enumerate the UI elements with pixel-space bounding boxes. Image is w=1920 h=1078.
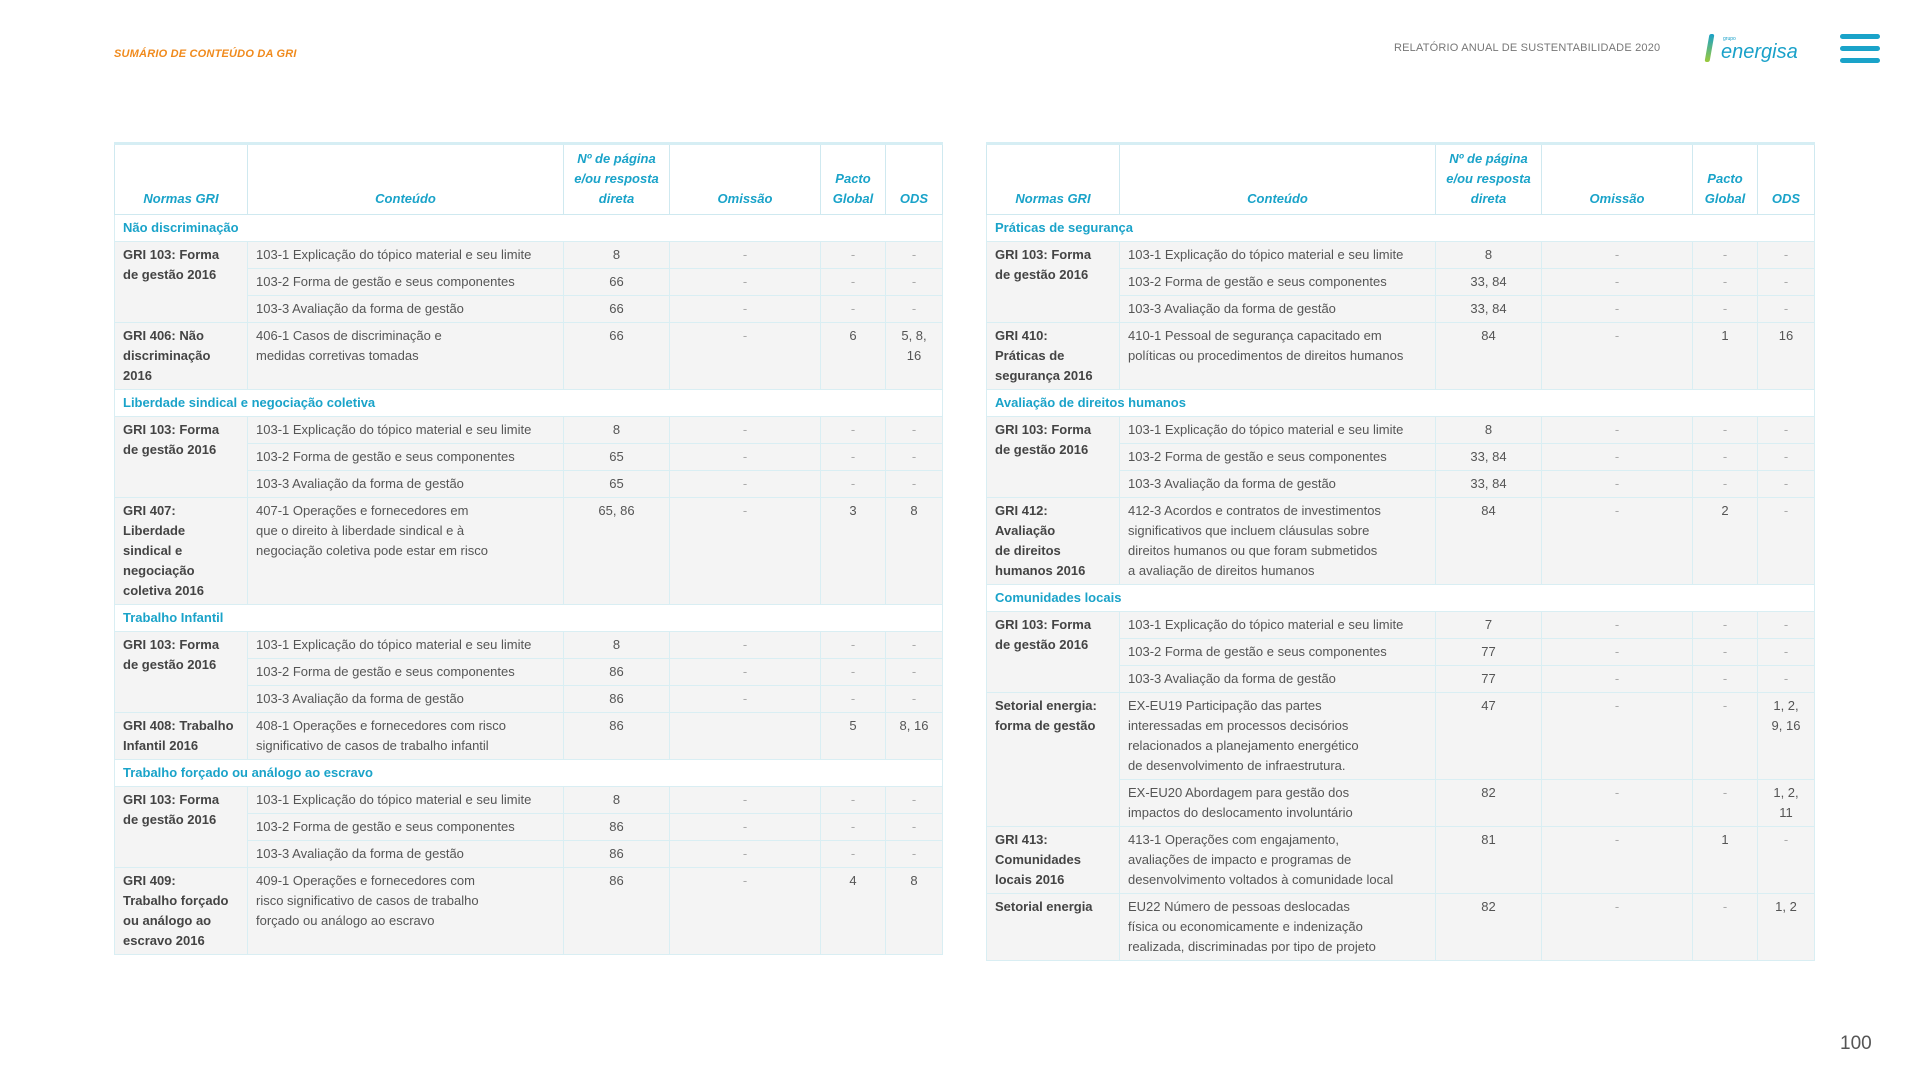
omissao-cell: - xyxy=(1542,417,1693,444)
pagina-cell: 66 xyxy=(564,323,670,390)
norma-cell: GRI 408: Trabalho Infantil 2016 xyxy=(115,713,248,760)
ods-cell: 1, 2, 11 xyxy=(1758,780,1815,827)
pagina-cell: 33, 84 xyxy=(1436,269,1542,296)
conteudo-cell: 406-1 Casos de discriminação e medidas corretivas tomadas xyxy=(248,323,564,390)
ods-cell: - xyxy=(886,632,943,659)
pacto-cell: - xyxy=(1693,242,1758,269)
omissao-cell: - xyxy=(1542,498,1693,585)
section-row xyxy=(115,390,943,417)
omissao-cell: - xyxy=(1542,612,1693,639)
ods-cell: - xyxy=(886,787,943,814)
conteudo-cell: 410-1 Pessoal de segurança capacitado em políticas ou procedimentos de direitos humanos xyxy=(1120,323,1436,390)
omissao-cell: - xyxy=(670,242,821,269)
omissao-cell: - xyxy=(670,498,821,605)
pacto-cell: 1 xyxy=(1693,827,1758,894)
norma-cell: GRI 413: Comunidades locais 2016 xyxy=(987,827,1120,894)
omissao-cell: - xyxy=(1542,894,1693,961)
section-title: Avaliação de direitos humanos xyxy=(987,390,1815,417)
header-col-pacto: Pacto Global xyxy=(821,144,886,215)
conteudo-cell: 103-2 Forma de gestão e seus componentes xyxy=(1120,444,1436,471)
conteudo-cell: 103-1 Explicação do tópico material e seu limite xyxy=(248,632,564,659)
norma-cell: GRI 412: Avaliação de direitos humanos 2016 xyxy=(987,498,1120,585)
section-title: Liberdade sindical e negociação coletiva xyxy=(115,390,943,417)
section-title: Trabalho forçado ou análogo ao escravo xyxy=(115,760,943,787)
ods-cell: - xyxy=(886,814,943,841)
section-row xyxy=(987,390,1815,417)
omissao-cell: - xyxy=(1542,242,1693,269)
ods-cell: - xyxy=(1758,269,1815,296)
pagina-cell: 33, 84 xyxy=(1436,471,1542,498)
pagina-cell: 86 xyxy=(564,686,670,713)
conteudo-cell: EX-EU20 Abordagem para gestão dos impactos do deslocamento involuntário xyxy=(1120,780,1436,827)
pacto-cell: - xyxy=(821,787,886,814)
pacto-cell: - xyxy=(1693,693,1758,780)
pagina-cell: 7 xyxy=(1436,612,1542,639)
table-row xyxy=(987,323,1815,390)
pagina-cell: 8 xyxy=(564,242,670,269)
conteudo-cell: 412-3 Acordos e contratos de investimentos significativos que incluem cláusulas sobre direitos humanos ou que foram submetidos a avaliação de direitos humanos xyxy=(1120,498,1436,585)
table-row xyxy=(115,787,943,814)
pagina-cell: 86 xyxy=(564,841,670,868)
page-number: 100 xyxy=(1840,1033,1872,1054)
conteudo-cell: 103-3 Avaliação da forma de gestão xyxy=(1120,296,1436,323)
table-row xyxy=(115,713,943,760)
pacto-cell: - xyxy=(821,814,886,841)
pagina-cell: 33, 84 xyxy=(1436,296,1542,323)
conteudo-cell: 103-2 Forma de gestão e seus componentes xyxy=(1120,639,1436,666)
pagina-cell: 86 xyxy=(564,868,670,955)
table-row xyxy=(115,498,943,605)
section-row xyxy=(115,760,943,787)
pagina-cell: 66 xyxy=(564,296,670,323)
norma-cell: GRI 103: Forma de gestão 2016 xyxy=(987,612,1120,693)
omissao-cell: - xyxy=(1542,827,1693,894)
ods-cell: - xyxy=(1758,498,1815,585)
pagina-cell: 8 xyxy=(1436,417,1542,444)
header-col-ods: ODS xyxy=(886,144,943,215)
header-col-pacto: Pacto Global xyxy=(1693,144,1758,215)
table-row xyxy=(115,242,943,269)
header-row xyxy=(987,144,1815,215)
pagina-cell: 33, 84 xyxy=(1436,444,1542,471)
omissao-cell: - xyxy=(670,814,821,841)
conteudo-cell: 103-2 Forma de gestão e seus componentes xyxy=(1120,269,1436,296)
norma-cell: GRI 407: Liberdade sindical e negociação coletiva 2016 xyxy=(115,498,248,605)
gri-table-left xyxy=(114,142,943,955)
conteudo-cell: 103-3 Avaliação da forma de gestão xyxy=(248,686,564,713)
omissao-cell: - xyxy=(1542,269,1693,296)
pacto-cell: 3 xyxy=(821,498,886,605)
section-title: SUMÁRIO DE CONTEÚDO DA GRI xyxy=(114,48,297,60)
conteudo-cell: 103-1 Explicação do tópico material e seu limite xyxy=(248,417,564,444)
pacto-cell: 4 xyxy=(821,868,886,955)
omissao-cell: - xyxy=(1542,780,1693,827)
header-col-omissao: Omissão xyxy=(670,144,821,215)
conteudo-cell: 103-1 Explicação do tópico material e seu limite xyxy=(248,242,564,269)
pacto-cell: - xyxy=(1693,780,1758,827)
table-row xyxy=(115,417,943,444)
conteudo-cell: 413-1 Operações com engajamento, avaliações de impacto e programas de desenvolvimento voltados à comunidade local xyxy=(1120,827,1436,894)
omissao-cell: - xyxy=(670,417,821,444)
ods-cell: - xyxy=(886,471,943,498)
report-title: RELATÓRIO ANUAL DE SUSTENTABILIDADE 2020 xyxy=(1394,42,1661,54)
conteudo-cell: 408-1 Operações e fornecedores com risco significativo de casos de trabalho infantil xyxy=(248,713,564,760)
pacto-cell: - xyxy=(821,417,886,444)
pacto-cell: 1 xyxy=(1693,323,1758,390)
conteudo-cell: 103-3 Avaliação da forma de gestão xyxy=(248,471,564,498)
table-row xyxy=(115,632,943,659)
pacto-cell: - xyxy=(1693,417,1758,444)
norma-cell: GRI 103: Forma de gestão 2016 xyxy=(115,787,248,868)
norma-cell: Setorial energia xyxy=(987,894,1120,961)
pagina-cell: 47 xyxy=(1436,693,1542,780)
pacto-cell: - xyxy=(821,296,886,323)
omissao-cell: - xyxy=(670,471,821,498)
conteudo-cell: 103-2 Forma de gestão e seus componentes xyxy=(248,814,564,841)
pacto-cell: - xyxy=(1693,444,1758,471)
pagina-cell: 65 xyxy=(564,471,670,498)
pacto-cell: - xyxy=(1693,471,1758,498)
table-row xyxy=(987,242,1815,269)
table-row xyxy=(987,417,1815,444)
omissao-cell: - xyxy=(670,323,821,390)
norma-cell: GRI 410: Práticas de segurança 2016 xyxy=(987,323,1120,390)
pagina-cell: 86 xyxy=(564,659,670,686)
ods-cell: 16 xyxy=(1758,323,1815,390)
header-col-pagina: Nº de página e/ou resposta direta xyxy=(1436,144,1542,215)
ods-cell: - xyxy=(1758,612,1815,639)
pacto-cell: - xyxy=(1693,666,1758,693)
header-row xyxy=(115,144,943,215)
section-title: Trabalho Infantil xyxy=(115,605,943,632)
pacto-cell: - xyxy=(821,269,886,296)
hamburger-menu-icon[interactable] xyxy=(1840,34,1880,64)
norma-cell: GRI 103: Forma de gestão 2016 xyxy=(987,242,1120,323)
norma-cell: GRI 406: Não discriminação 2016 xyxy=(115,323,248,390)
ods-cell: - xyxy=(886,841,943,868)
conteudo-cell: 103-2 Forma de gestão e seus componentes xyxy=(248,659,564,686)
conteudo-cell: 103-2 Forma de gestão e seus componentes xyxy=(248,269,564,296)
norma-cell: GRI 103: Forma de gestão 2016 xyxy=(115,242,248,323)
omissao-cell: - xyxy=(670,787,821,814)
table-row xyxy=(987,498,1815,585)
ods-cell: - xyxy=(886,659,943,686)
pacto-cell: - xyxy=(1693,639,1758,666)
omissao-cell: - xyxy=(670,444,821,471)
norma-cell: GRI 103: Forma de gestão 2016 xyxy=(115,417,248,498)
omissao-cell: - xyxy=(670,841,821,868)
norma-cell: GRI 409: Trabalho forçado ou análogo ao escravo 2016 xyxy=(115,868,248,955)
ods-cell: 1, 2, 9, 16 xyxy=(1758,693,1815,780)
omissao-cell xyxy=(670,713,821,760)
pagina-cell: 66 xyxy=(564,269,670,296)
omissao-cell: - xyxy=(670,868,821,955)
pagina-cell: 84 xyxy=(1436,498,1542,585)
conteudo-cell: EU22 Número de pessoas deslocadas física ou economicamente e indenização realizada, discriminadas por tipo de projeto xyxy=(1120,894,1436,961)
section-row xyxy=(115,605,943,632)
header-col-omissao: Omissão xyxy=(1542,144,1693,215)
ods-cell: 8 xyxy=(886,498,943,605)
pagina-cell: 82 xyxy=(1436,894,1542,961)
ods-cell: - xyxy=(886,417,943,444)
energisa-logo[interactable] xyxy=(1705,34,1798,62)
omissao-cell: - xyxy=(1542,296,1693,323)
pacto-cell: - xyxy=(821,686,886,713)
ods-cell: - xyxy=(1758,296,1815,323)
pagina-cell: 65 xyxy=(564,444,670,471)
pacto-cell: - xyxy=(821,632,886,659)
conteudo-cell: 103-2 Forma de gestão e seus componentes xyxy=(248,444,564,471)
conteudo-cell: 103-3 Avaliação da forma de gestão xyxy=(248,296,564,323)
omissao-cell: - xyxy=(1542,471,1693,498)
pacto-cell: - xyxy=(1693,269,1758,296)
conteudo-cell: 103-3 Avaliação da forma de gestão xyxy=(1120,666,1436,693)
pagina-cell: 84 xyxy=(1436,323,1542,390)
omissao-cell: - xyxy=(1542,639,1693,666)
pacto-cell: - xyxy=(821,841,886,868)
pacto-cell: - xyxy=(821,444,886,471)
pagina-cell: 86 xyxy=(564,713,670,760)
pacto-cell: - xyxy=(821,659,886,686)
norma-cell: Setorial energia: forma de gestão xyxy=(987,693,1120,827)
omissao-cell: - xyxy=(670,269,821,296)
conteudo-cell: EX-EU19 Participação das partes interessadas em processos decisórios relacionados a planejamento energético de desenvolvimento de infraestrutura. xyxy=(1120,693,1436,780)
pagina-cell: 8 xyxy=(564,417,670,444)
pagina-cell: 8 xyxy=(564,787,670,814)
pagina-cell: 65, 86 xyxy=(564,498,670,605)
ods-cell: - xyxy=(1758,471,1815,498)
ods-cell: - xyxy=(1758,444,1815,471)
section-row xyxy=(987,585,1815,612)
ods-cell: - xyxy=(1758,242,1815,269)
omissao-cell: - xyxy=(670,296,821,323)
pagina-cell: 77 xyxy=(1436,639,1542,666)
conteudo-cell: 409-1 Operações e fornecedores com risco significativo de casos de trabalho forçado ou análogo ao escravo xyxy=(248,868,564,955)
ods-cell: - xyxy=(1758,417,1815,444)
logo-text: energisa xyxy=(1721,41,1798,63)
ods-cell: - xyxy=(886,444,943,471)
norma-cell: GRI 103: Forma de gestão 2016 xyxy=(987,417,1120,498)
logo-small-text: grupo xyxy=(1723,36,1736,42)
pacto-cell: - xyxy=(1693,894,1758,961)
conteudo-cell: 103-1 Explicação do tópico material e seu limite xyxy=(1120,417,1436,444)
header-col-ods: ODS xyxy=(1758,144,1815,215)
table-row xyxy=(987,612,1815,639)
pagina-cell: 82 xyxy=(1436,780,1542,827)
pagina-cell: 77 xyxy=(1436,666,1542,693)
ods-cell: - xyxy=(1758,639,1815,666)
omissao-cell: - xyxy=(670,686,821,713)
conteudo-cell: 103-1 Explicação do tópico material e seu limite xyxy=(248,787,564,814)
norma-cell: GRI 103: Forma de gestão 2016 xyxy=(115,632,248,713)
pacto-cell: - xyxy=(821,471,886,498)
pacto-cell: 2 xyxy=(1693,498,1758,585)
pagina-cell: 81 xyxy=(1436,827,1542,894)
ods-cell: 8 xyxy=(886,868,943,955)
omissao-cell: - xyxy=(670,659,821,686)
table-row xyxy=(987,827,1815,894)
pacto-cell: - xyxy=(1693,296,1758,323)
pacto-cell: 5 xyxy=(821,713,886,760)
omissao-cell: - xyxy=(670,632,821,659)
ods-cell: - xyxy=(886,686,943,713)
table-row xyxy=(115,323,943,390)
ods-cell: 5, 8, 16 xyxy=(886,323,943,390)
header-col-normas: Normas GRI xyxy=(987,144,1120,215)
section-title: Práticas de segurança xyxy=(987,215,1815,242)
gri-table-right xyxy=(986,142,1815,961)
ods-cell: - xyxy=(886,269,943,296)
section-title: Não discriminação xyxy=(115,215,943,242)
conteudo-cell: 407-1 Operações e fornecedores em que o direito à liberdade sindical e à negociação coletiva pode estar em risco xyxy=(248,498,564,605)
conteudo-cell: 103-1 Explicação do tópico material e seu limite xyxy=(1120,612,1436,639)
ods-cell: - xyxy=(1758,666,1815,693)
ods-cell: 1, 2 xyxy=(1758,894,1815,961)
section-title: Comunidades locais xyxy=(987,585,1815,612)
section-row xyxy=(115,215,943,242)
header-col-conteudo: Conteúdo xyxy=(248,144,564,215)
section-row xyxy=(987,215,1815,242)
ods-cell: - xyxy=(1758,827,1815,894)
pagina-cell: 86 xyxy=(564,814,670,841)
header-col-normas: Normas GRI xyxy=(115,144,248,215)
pacto-cell: - xyxy=(821,242,886,269)
ods-cell: 8, 16 xyxy=(886,713,943,760)
ods-cell: - xyxy=(886,242,943,269)
header-col-pagina: Nº de página e/ou resposta direta xyxy=(564,144,670,215)
header-col-conteudo: Conteúdo xyxy=(1120,144,1436,215)
omissao-cell: - xyxy=(1542,666,1693,693)
pagina-cell: 8 xyxy=(1436,242,1542,269)
conteudo-cell: 103-1 Explicação do tópico material e seu limite xyxy=(1120,242,1436,269)
omissao-cell: - xyxy=(1542,323,1693,390)
table-row xyxy=(987,894,1815,961)
ods-cell: - xyxy=(886,296,943,323)
omissao-cell: - xyxy=(1542,693,1693,780)
pagina-cell: 8 xyxy=(564,632,670,659)
table-row xyxy=(115,868,943,955)
omissao-cell: - xyxy=(1542,444,1693,471)
logo-mark-icon xyxy=(1705,34,1719,62)
conteudo-cell: 103-3 Avaliação da forma de gestão xyxy=(1120,471,1436,498)
pacto-cell: - xyxy=(1693,612,1758,639)
table-row xyxy=(987,693,1815,780)
conteudo-cell: 103-3 Avaliação da forma de gestão xyxy=(248,841,564,868)
pacto-cell: 6 xyxy=(821,323,886,390)
